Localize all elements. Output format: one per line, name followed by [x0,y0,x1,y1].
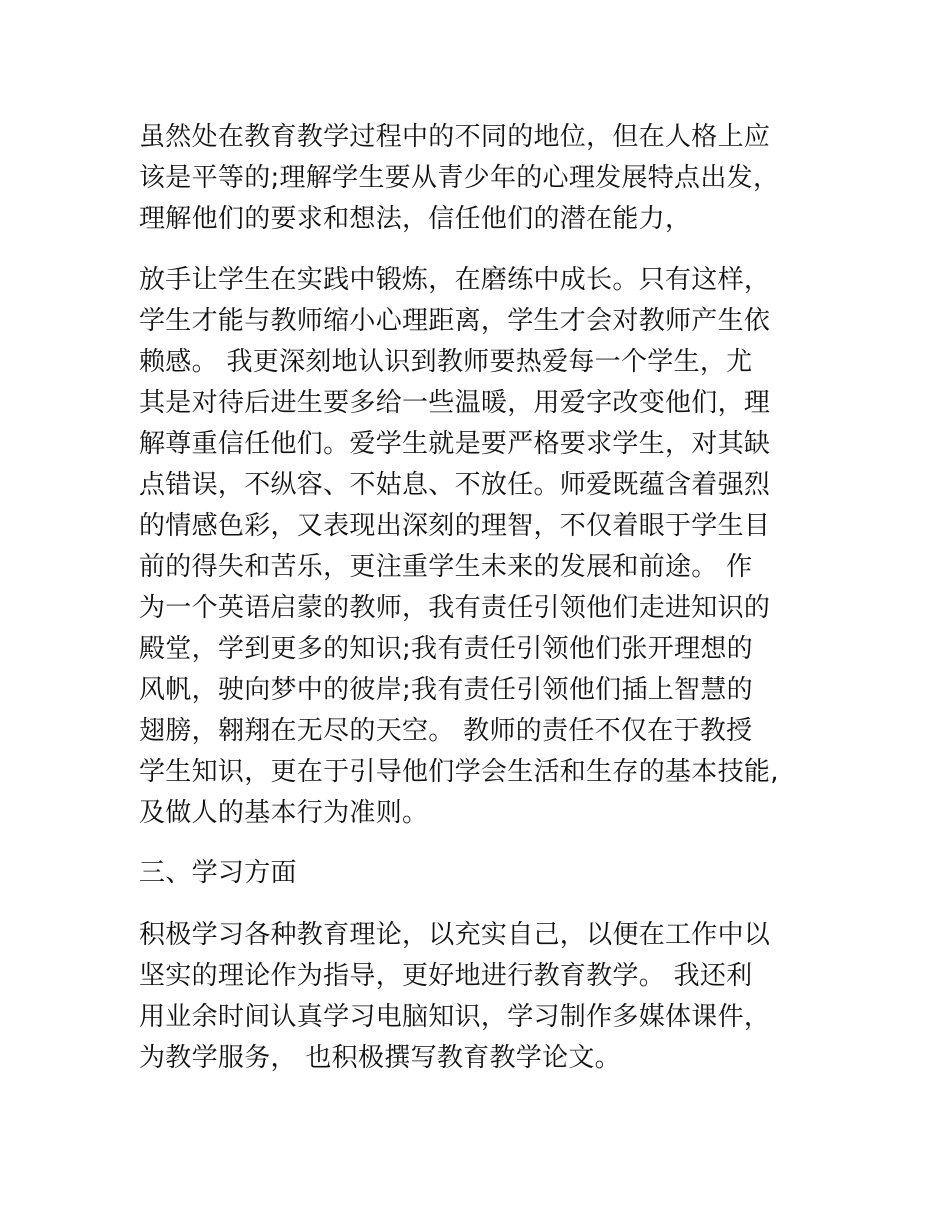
text-line: 为一个英语启蒙的教师，我有责任引领他们走进知识的 [139,593,771,623]
text-line: 其是对待后进生要多给一些温暖，用爱字改变他们，理 [139,388,771,418]
section-heading [139,853,839,894]
text-line: 虽然处在教育教学过程中的不同的地位，但在人格上应 [139,122,771,152]
text-line: 翅膀，翱翔在无尽的天空。 教师的责任不仅在于教授 [139,716,753,746]
text-line: 及做人的基本行为准则。 [139,798,429,828]
text-line: 风帆，驶向梦中的彼岸;我有责任引领他们插上智慧的 [139,675,753,705]
text-line: 的情感色彩，又表现出深刻的理智，不仅着眼于学生目 [139,511,771,541]
section-heading-text: 三、学习方面 [139,858,297,888]
paragraph-3 [139,915,839,1079]
text-line: 放手让学生在实践中锻炼，在磨练中成长。只有这样， [139,265,771,295]
paragraph-2 [139,260,839,834]
text-line: 积极学习各种教育理论，以充实自己，以便在工作中以 [139,920,771,950]
text-line: 学生知识，更在于引导他们学会生活和生存的基本技能, [139,757,779,787]
text-line: 用业余时间认真学习电脑知识，学习制作多媒体课件， [139,1002,771,1032]
text-line: 点错误，不纵容、不姑息、不放任。师爱既蕴含着强烈 [139,470,771,500]
text-line: 理解他们的要求和想法，信任他们的潜在能力， [139,204,692,234]
text-line: 该是平等的;理解学生要从青少年的心理发展特点出发， [139,163,780,193]
text-line: 坚实的理论作为指导，更好地进行教育教学。 我还利 [139,961,753,991]
text-line: 前的得失和苦乐，更注重学生未来的发展和前途。 作 [139,552,753,582]
text-line: 为教学服务， 也积极撰写教育教学论文。 [139,1043,621,1073]
text-line: 解尊重信任他们。爱学生就是要严格要求学生，对其缺 [139,429,771,459]
paragraph-1 [139,117,839,240]
text-line: 赖感。 我更深刻地认识到教师要热爱每一个学生，尤 [139,347,753,377]
text-line: 殿堂，学到更多的知识;我有责任引领他们张开理想的 [139,634,753,664]
text-line: 学生才能与教师缩小心理距离，学生才会对教师产生依 [139,306,771,336]
